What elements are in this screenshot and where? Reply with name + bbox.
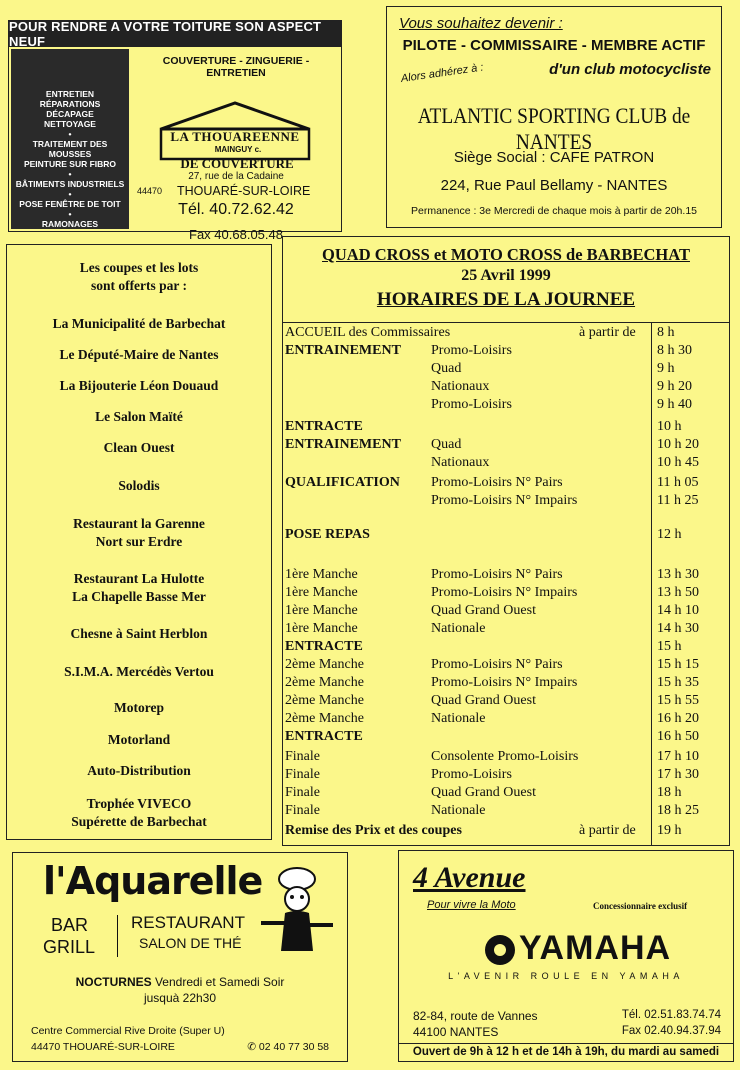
club-roles: PILOTE - COMMISSAIRE - MEMBRE ACTIF: [402, 37, 706, 54]
schedule-row-time: 19 h: [657, 823, 682, 838]
avenue-logo: 4 Avenue: [413, 861, 526, 894]
chef-icon: [257, 865, 337, 955]
schedule-row-time: 15 h 55: [657, 693, 699, 708]
club-line1: Vous souhaitez devenir :: [399, 15, 563, 32]
sponsor-item: La Bijouterie Léon Douaud: [59, 378, 219, 393]
schedule-time-column-rule: [651, 322, 652, 845]
yamaha-logo: YAMAHA: [519, 929, 672, 967]
schedule-row-category: Nationale: [431, 711, 486, 726]
roofing-postcode: 44470: [137, 186, 163, 196]
service-item: POSE FENÊTRE DE TOIT: [19, 199, 121, 209]
sponsor-item: Clean Ouest: [103, 440, 175, 455]
sponsor-item: Supérette de Barbechat: [71, 814, 207, 829]
schedule-row-label: Finale: [285, 803, 320, 818]
aquarelle-centre: Centre Commercial Rive Droite (Super U): [31, 1025, 225, 1037]
yamaha-slogan: L'AVENIR ROULE EN YAMAHA: [448, 971, 684, 981]
schedule-box: [282, 236, 730, 846]
schedule-row-time: 8 h 30: [657, 343, 692, 358]
sponsor-item: Motorland: [107, 732, 171, 747]
service-item: TRAITEMENT DES MOUSSES: [32, 139, 108, 159]
schedule-row-time: 16 h 20: [657, 711, 699, 726]
schedule-row-category: Quad: [431, 361, 462, 376]
schedule-row-label: QUALIFICATION: [285, 475, 400, 490]
schedule-row-time: 9 h 20: [657, 379, 692, 394]
schedule-row-category: Consolente Promo-Loisirs: [431, 749, 579, 764]
schedule-title: QUAD CROSS et MOTO CROSS de BARBECHAT: [322, 245, 690, 264]
aquarelle-city: 44470 THOUARÉ-SUR-LOIRE: [31, 1041, 175, 1053]
service-item: BÂTIMENTS INDUSTRIELS: [15, 179, 125, 189]
club-adherez: Alors adhérez à :: [400, 61, 485, 85]
service-item: PEINTURE SUR FIBRO: [23, 159, 117, 169]
sponsor-item: Le Salon Maïté: [95, 409, 183, 424]
yamaha-hours: Ouvert de 9h à 12 h et de 14h à 19h, du mardi au samedi: [412, 1046, 720, 1058]
club-ad: [386, 6, 722, 228]
roofing-tel: Tél. 40.72.62.42: [178, 201, 294, 218]
schedule-row-time: 17 h 30: [657, 767, 699, 782]
yamaha-fax: Fax 02.40.94.37.94: [621, 1025, 721, 1037]
schedule-row-category: Promo-Loisirs N° Impairs: [431, 675, 578, 690]
service-item: DÉCAPAGE: [46, 109, 94, 119]
schedule-row-category: Nationaux: [431, 379, 490, 394]
nocturnes-time: jusquà 22h30: [143, 991, 217, 1005]
schedule-row-category: Nationale: [431, 803, 486, 818]
schedule-subtitle: HORAIRES DE LA JOURNEE: [376, 289, 636, 310]
schedule-row-time: 15 h: [657, 639, 682, 654]
schedule-row-category: Promo-Loisirs N° Pairs: [431, 475, 563, 490]
aquarelle-bar: BAR: [51, 915, 89, 935]
club-address: 224, Rue Paul Bellamy - NANTES: [440, 177, 668, 194]
roofing-banner: POUR RENDRE A VOTRE TOITURE SON ASPECT NEUF: [9, 21, 341, 47]
schedule-row-time: 14 h 30: [657, 621, 699, 636]
schedule-row-category: Nationaux: [431, 455, 490, 470]
schedule-row-category: à partir de: [579, 823, 636, 838]
schedule-row-label: Finale: [285, 767, 320, 782]
logo-line1: LA THOUAREENNE: [170, 129, 300, 144]
service-item: NETTOYAGE: [44, 119, 96, 129]
club-siege: Siège Social : CAFE PATRON: [453, 149, 655, 166]
schedule-row-category: Nationale: [431, 621, 486, 636]
roofing-city: THOUARÉ-SUR-LOIRE: [177, 184, 311, 198]
roofing-address: 27, rue de la Cadaine: [188, 171, 284, 182]
schedule-row-label: ENTRACTE: [285, 419, 363, 434]
yamaha-address2: 44100 NANTES: [413, 1025, 499, 1039]
sponsor-item: Motorep: [114, 700, 164, 715]
schedule-date: 25 Avril 1999: [461, 267, 551, 284]
service-item: •: [68, 169, 72, 179]
nocturnes-label: NOCTURNES: [75, 975, 152, 989]
schedule-row-time: 9 h: [657, 361, 675, 376]
schedule-row-time: 13 h 30: [657, 567, 699, 582]
schedule-row-label: Remise des Prix et des coupes: [285, 823, 462, 838]
roofing-services: [11, 49, 129, 229]
sponsor-item: Auto-Distribution: [87, 763, 191, 778]
club-name: ATLANTIC SPORTING CLUB de NANTES: [417, 103, 691, 154]
roofing-info: [133, 49, 339, 242]
schedule-row-category: Quad Grand Ouest: [431, 785, 536, 800]
sponsor-item: Le Député-Maire de Nantes: [59, 347, 219, 362]
sponsors-heading: Les coupes et les lots: [79, 260, 199, 275]
schedule-row-label: ACCUEIL des Commissaires: [285, 325, 451, 340]
schedule-row-time: 10 h 45: [657, 455, 699, 470]
yamaha-divider: [399, 1043, 733, 1044]
club-subtitle: d'un club motocycliste: [549, 61, 711, 78]
schedule-row-label: Finale: [285, 785, 320, 800]
schedule-row-label: ENTRAINEMENT: [285, 437, 401, 452]
schedule-row-time: 13 h 50: [657, 585, 699, 600]
schedule-row-label: 1ère Manche: [285, 621, 358, 636]
schedule-row-time: 11 h 25: [657, 493, 699, 508]
aquarelle-salon: SALON DE THÉ: [139, 935, 242, 951]
schedule-row-time: 8 h: [657, 325, 675, 340]
schedule-row-time: 18 h 25: [657, 803, 699, 818]
schedule-row-category: à partir de: [579, 325, 636, 340]
schedule-row-category: Promo-Loisirs: [431, 343, 512, 358]
schedule-row-label: 1ère Manche: [285, 585, 358, 600]
roofing-fax: Fax 40.68.05.48: [189, 227, 283, 242]
schedule-row-label: Finale: [285, 749, 320, 764]
sponsor-item: Chesne à Saint Herblon: [70, 626, 208, 641]
roofing-ad: [8, 19, 342, 242]
service-item: RAMONAGES: [41, 219, 99, 229]
yamaha-address1: 82-84, route de Vannes: [413, 1009, 538, 1023]
schedule-row-time: 9 h 40: [657, 397, 692, 412]
aquarelle-nocturnes: [13, 975, 347, 989]
schedule-row-label: ENTRAINEMENT: [285, 343, 401, 358]
yamaha-concession: Concessionnaire exclusif: [593, 901, 688, 911]
schedule-row-label: 2ème Manche: [285, 657, 364, 672]
aquarelle-phone: ✆ 02 40 77 30 58: [247, 1041, 329, 1053]
schedule-row-time: 17 h 10: [657, 749, 699, 764]
schedule-row-category: Quad Grand Ouest: [431, 693, 536, 708]
avenue-tagline: Pour vivre la Moto: [427, 899, 516, 911]
schedule-row-label: 1ère Manche: [285, 567, 358, 582]
service-item: ENTRETIEN: [45, 89, 95, 99]
schedule-row-category: Promo-Loisirs N° Impairs: [431, 493, 578, 508]
service-item: •: [68, 189, 72, 199]
schedule-row-time: 12 h: [657, 527, 682, 542]
schedule-row-category: Quad Grand Ouest: [431, 603, 536, 618]
service-item: •: [68, 209, 72, 219]
schedule-row-label: ENTRACTE: [285, 729, 363, 744]
schedule-row-category: Quad: [431, 437, 462, 452]
schedule-row-category: Promo-Loisirs N° Impairs: [431, 585, 578, 600]
aquarelle-restaurant: RESTAURANT: [131, 913, 245, 932]
schedule-row-label: 2ème Manche: [285, 675, 364, 690]
aquarelle-grill: GRILL: [43, 937, 96, 957]
aquarelle-divider: [117, 915, 118, 957]
club-permanence: Permanence : 3e Mercredi de chaque mois à partir de 20h.15: [411, 205, 697, 217]
aquarelle-name: l'Aquarelle: [43, 859, 263, 903]
yamaha-tel: Tél. 02.51.83.74.74: [621, 1009, 721, 1021]
logo-sub: MAINGUY c.: [214, 145, 262, 154]
schedule-row-time: 10 h 20: [657, 437, 699, 452]
schedule-row-time: 18 h: [657, 785, 682, 800]
yamaha-tuning-fork-icon: [483, 933, 517, 967]
sponsors-box: [6, 244, 272, 840]
sponsor-item: La Municipalité de Barbechat: [52, 316, 226, 331]
sponsor-item: Restaurant la Garenne: [73, 516, 205, 531]
schedule-row-category: Promo-Loisirs N° Pairs: [431, 567, 563, 582]
service-item: RÉPARATIONS: [39, 99, 101, 109]
schedule-row-category: Promo-Loisirs: [431, 767, 512, 782]
sponsor-item: Nort sur Erdre: [95, 534, 183, 549]
schedule-row-label: ENTRACTE: [285, 639, 363, 654]
roofing-header: COUVERTURE - ZINGUERIE - ENTRETIEN: [162, 55, 310, 79]
schedule-row-category: Promo-Loisirs N° Pairs: [431, 657, 563, 672]
schedule-row-time: 10 h: [657, 419, 682, 434]
schedule-row-label: 2ème Manche: [285, 711, 364, 726]
sponsor-item: S.I.M.A. Mercédès Vertou: [64, 664, 214, 679]
schedule-row-time: 16 h 50: [657, 729, 699, 744]
service-item: •: [68, 129, 72, 139]
logo-line2: DE COUVERTURE: [180, 156, 294, 171]
sponsor-item: Trophée VIVECO: [86, 796, 192, 811]
schedule-row-category: Promo-Loisirs: [431, 397, 512, 412]
aquarelle-ad: [12, 852, 348, 1062]
schedule-row-time: 14 h 10: [657, 603, 699, 618]
yamaha-ad: [398, 850, 734, 1062]
schedule-row-label: 1ère Manche: [285, 603, 358, 618]
schedule-divider: [283, 322, 729, 323]
sponsors-heading: sont offerts par :: [90, 278, 188, 293]
schedule-row-label: 2ème Manche: [285, 693, 364, 708]
schedule-row-time: 11 h 05: [657, 475, 699, 490]
sponsor-item: Restaurant La Hulotte: [73, 571, 205, 586]
schedule-row-time: 15 h 35: [657, 675, 699, 690]
sponsor-item: La Chapelle Basse Mer: [72, 589, 206, 604]
schedule-row-label: POSE REPAS: [285, 527, 370, 542]
nocturnes-text: Vendredi et Samedi Soir: [154, 975, 285, 989]
sponsor-item: Solodis: [118, 478, 160, 493]
schedule-row-time: 15 h 15: [657, 657, 699, 672]
